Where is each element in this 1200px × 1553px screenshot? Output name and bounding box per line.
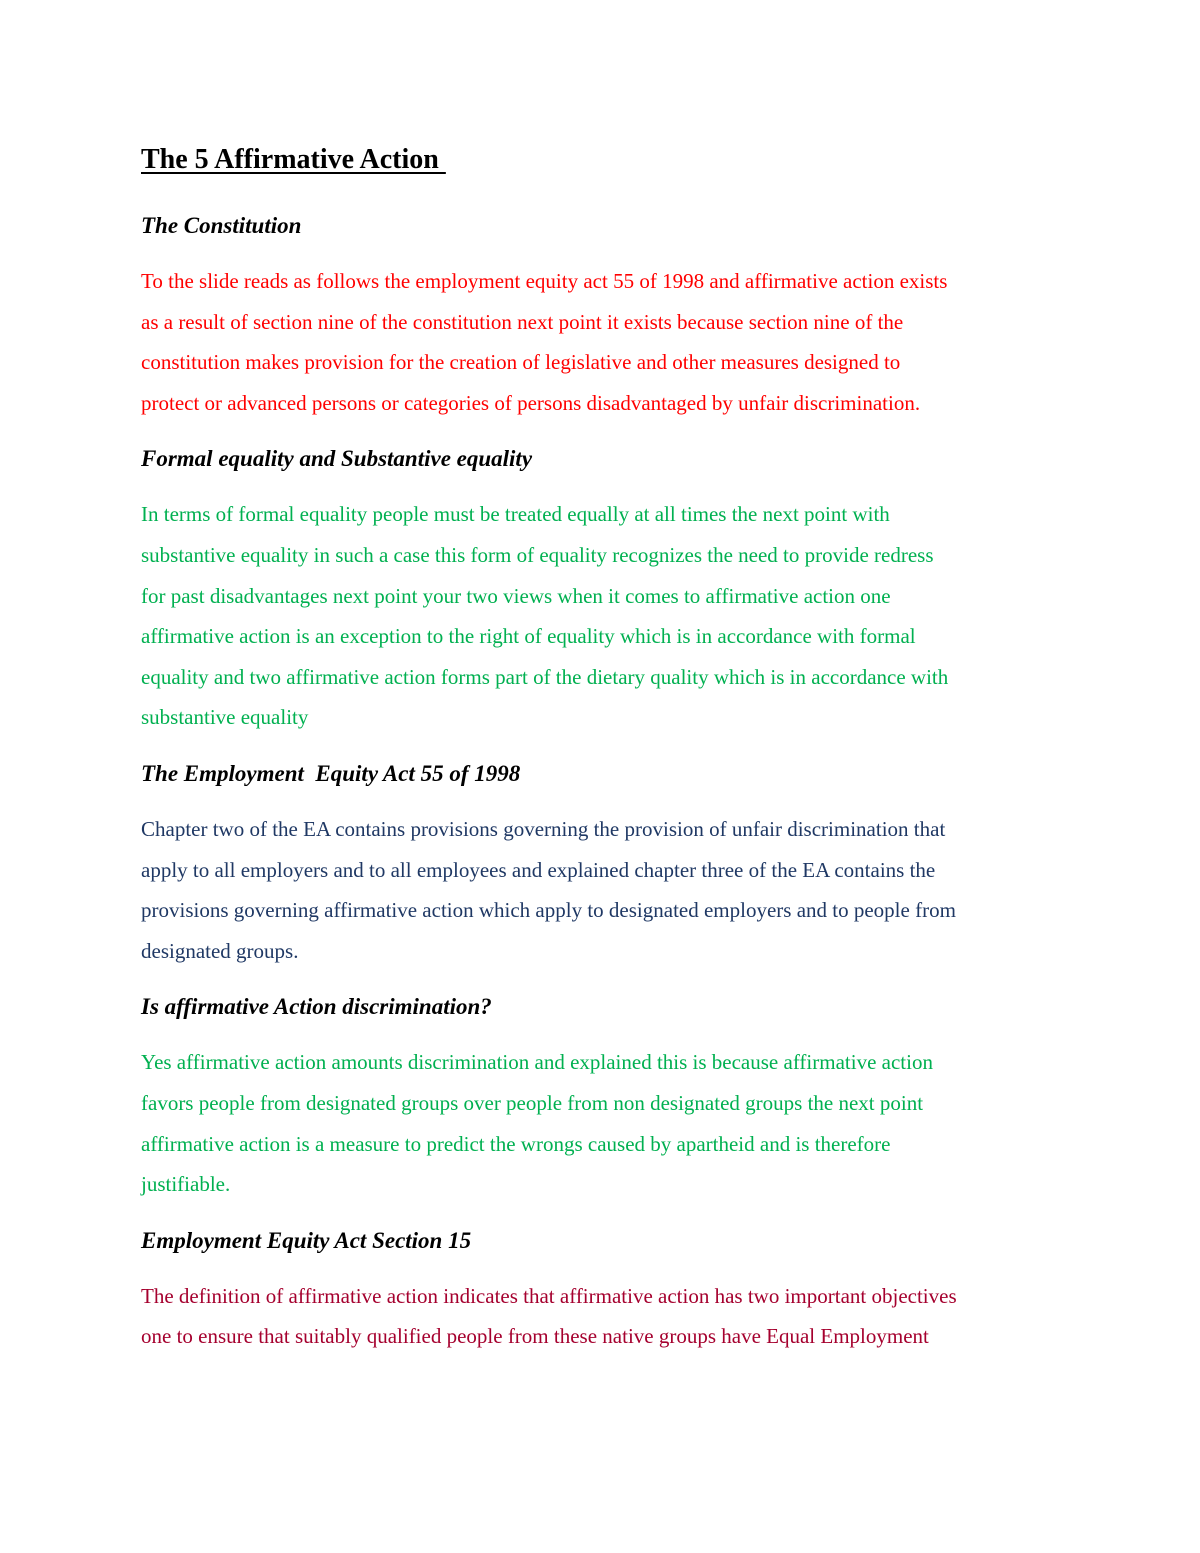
section-heading: The Constitution bbox=[141, 213, 302, 238]
paragraph-line: In terms of formal equality people must be treated equally at all times the next point with bbox=[141, 502, 890, 527]
paragraph-line: affirmative action is a measure to predict the wrongs caused by apartheid and is therefore bbox=[141, 1131, 891, 1156]
paragraph-line: for past disadvantages next point your two views when it comes to affirmative action one bbox=[141, 583, 891, 608]
paragraph-line: apply to all employers and to all employees and explained chapter three of the EA contains the bbox=[141, 857, 936, 882]
section-heading: Formal equality and Substantive equality bbox=[141, 446, 533, 472]
document-content bbox=[141, 140, 1071, 1375]
paragraph-line: equality and two affirmative action forms part of the dietary quality which is in accordance with bbox=[141, 664, 949, 689]
paragraph-line: one to ensure that suitably qualified people from these native groups have Equal Employment bbox=[141, 1324, 929, 1349]
paragraph-line: affirmative action is an exception to the right of equality which is in accordance with formal bbox=[141, 624, 916, 649]
paragraph-line: substantive equality in such a case this form of equality recognizes the need to provide redress bbox=[141, 542, 934, 567]
section-heading: The Employment Equity Act 55 of 1998 bbox=[141, 760, 521, 786]
paragraph-line: protect or advanced persons or categories of persons disadvantaged by unfair discrimination. bbox=[141, 390, 921, 415]
section-heading: Employment Equity Act Section 15 bbox=[141, 1227, 472, 1253]
paragraph-line: To the slide reads as follows the employment equity act 55 of 1998 and affirmative action exists bbox=[141, 269, 948, 293]
paragraph-line: as a result of section nine of the constitution next point it exists because section nine of the bbox=[141, 309, 904, 334]
document-sections bbox=[141, 208, 1071, 1357]
document-section bbox=[141, 989, 1071, 1204]
paragraph-line: provisions governing affirmative action which apply to designated employers and to people from bbox=[141, 898, 956, 923]
document-title: The 5 Affirmative Action bbox=[141, 144, 446, 175]
section-paragraph bbox=[141, 261, 1071, 423]
paragraph-line: substantive equality bbox=[141, 705, 309, 730]
paragraph-line: Chapter two of the EA contains provisions governing the provision of unfair discrimination that bbox=[141, 816, 946, 841]
document-section bbox=[141, 208, 1071, 423]
document-section bbox=[141, 756, 1071, 971]
paragraph-line: designated groups. bbox=[141, 938, 299, 963]
section-paragraph bbox=[141, 494, 1071, 738]
paragraph-line: justifiable. bbox=[141, 1172, 231, 1197]
document-section bbox=[141, 1223, 1071, 1357]
paragraph-line: constitution makes provision for the creation of legislative and other measures designed to bbox=[141, 350, 901, 375]
section-paragraph bbox=[141, 809, 1071, 971]
paragraph-line: Yes affirmative action amounts discrimination and explained this is because affirmative action bbox=[141, 1050, 933, 1075]
section-heading: Is affirmative Action discrimination? bbox=[141, 994, 492, 1020]
section-paragraph bbox=[141, 1276, 1071, 1357]
section-paragraph bbox=[141, 1042, 1071, 1204]
document-section bbox=[141, 441, 1071, 738]
paragraph-line: The definition of affirmative action indicates that affirmative action has two important objectives bbox=[141, 1283, 957, 1308]
paragraph-line: favors people from designated groups over people from non designated groups the next point bbox=[141, 1090, 924, 1115]
